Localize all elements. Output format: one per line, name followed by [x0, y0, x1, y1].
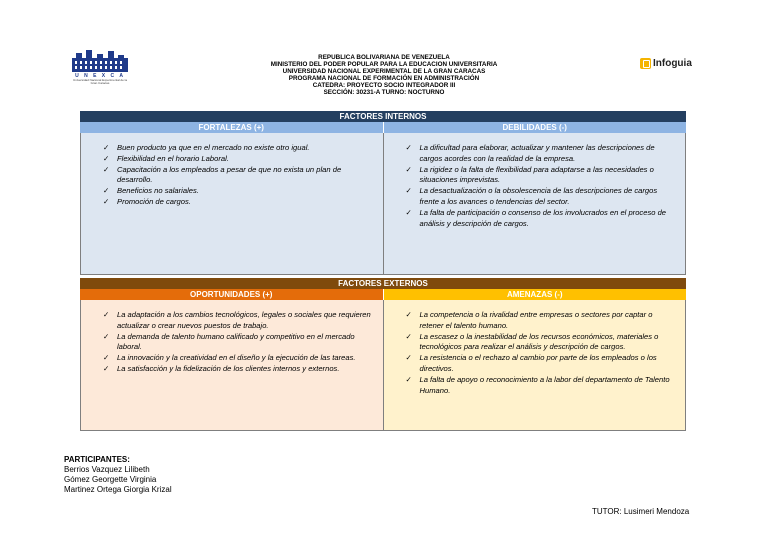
external-body-row — [80, 300, 686, 431]
logo-brand: U N E X C A — [75, 73, 125, 79]
tutor-name: TUTOR: Lusimeri Mendoza — [592, 507, 690, 516]
threats-cell — [384, 300, 686, 430]
strengths-header: FORTALEZAS (+) — [80, 122, 384, 133]
infoguia-word: Infoguia — [653, 58, 692, 69]
list-item: ✓ Beneficios no salariales. — [103, 186, 199, 196]
header-line: MINISTERIO DEL PODER POPULAR PARA LA EDUCACION UNIVERSITARIA — [270, 61, 498, 68]
list-item: ✓ La dificultad para elaborar, actualizar y mantener las descripciones de cargos acordes con la realidad de la empresa. — [405, 143, 655, 163]
list-item: ✓ La satisfacción y la fidelización de los clientes internos y externos. — [103, 363, 340, 373]
participant-name: Berrios Vazquez Lilibeth — [64, 465, 150, 474]
list-item: ✓ La rigidez o la falta de flexibilidad para adaptarse a las necesidades o situaciones imprevistas. — [405, 164, 654, 185]
header-line: REPUBLICA BOLIVARIANA DE VENEZUELA — [318, 54, 450, 61]
check-icon: ✓ — [103, 153, 110, 163]
list-item: ✓ La falta de participación o consenso de los involucrados en el proceso de análisis y descripción de cargos. — [405, 207, 667, 228]
participants-block — [64, 455, 172, 495]
list-item: ✓ La adaptación a los cambios tecnológicos, legales o sociales que requieren actualizar o crear nuevos puestos de trabajo. — [103, 310, 371, 330]
list-item: ✓ La innovación y la creatividad en el diseño y la ejecución de las tareas. — [103, 353, 356, 363]
weaknesses-list — [406, 143, 678, 229]
header-line: SECCIÓN: 30231-A TURNO: NOCTURNO — [323, 89, 445, 96]
list-item: ✓ La demanda de talento humano calificado y competitivo en el mercado laboral. — [103, 331, 355, 352]
list-item: ✓ Promoción de cargos. — [103, 196, 191, 206]
threats-list — [406, 310, 678, 396]
check-icon: ✓ — [103, 196, 110, 206]
check-icon: ✓ — [103, 186, 110, 196]
header-line: CATEDRA: PROYECTO SOCIO INTEGRADOR III — [312, 82, 456, 89]
weaknesses-cell — [384, 133, 686, 274]
strengths-list — [103, 143, 375, 208]
check-icon: ✓ — [405, 207, 412, 217]
check-icon: ✓ — [103, 353, 110, 363]
check-icon: ✓ — [405, 374, 412, 384]
participant-name: Martinez Ortega Giorgia Krizal — [64, 485, 172, 494]
check-icon: ✓ — [405, 331, 412, 341]
threats-header: AMENAZAS (-) — [384, 289, 687, 300]
header-line: PROGRAMA NACIONAL DE FORMACIÓN EN ADMINISTRACIÓN — [288, 75, 480, 82]
check-icon: ✓ — [103, 310, 110, 319]
participant-name: Gómez Georgette Virginia — [64, 475, 157, 484]
weaknesses-header: DEBILIDADES (-) — [384, 122, 687, 133]
internal-subheader-row — [80, 122, 686, 133]
list-item: ✓ La escasez o la inestabilidad de los recursos económicos, materiales o tecnológicos para realizar el análisis y descripción de cargos. — [405, 331, 659, 352]
list-item: ✓ La competencia o la rivalidad entre empresas o sectores por captar o retener el talento humano. — [405, 310, 653, 330]
check-icon: ✓ — [103, 363, 110, 373]
participants-label: PARTICIPANTES: — [64, 455, 130, 464]
opportunities-cell — [81, 300, 384, 430]
check-icon: ✓ — [405, 143, 412, 152]
list-item: ✓ La falta de apoyo o reconocimiento a la labor del departamento de Talento Humano. — [405, 374, 670, 395]
list-item: ✓ La resistencia o el rechazo al cambio por parte de los empleados o los directivos. — [405, 353, 657, 373]
list-item: ✓ Capacitación a los empleados a pesar de que no exista un plan de desarrollo. — [103, 164, 342, 185]
list-item: ✓ Buen producto ya que en el mercado no existe otro igual. — [103, 143, 310, 152]
external-subheader-row — [80, 289, 686, 300]
internal-factors-title: FACTORES INTERNOS — [80, 111, 686, 122]
external-factors-table — [80, 278, 686, 431]
strengths-cell — [81, 133, 384, 274]
check-icon: ✓ — [405, 186, 412, 196]
internal-body-row — [80, 133, 686, 275]
opportunities-list — [103, 310, 375, 375]
check-icon: ✓ — [103, 164, 110, 174]
external-factors-title: FACTORES EXTERNOS — [80, 278, 686, 289]
check-icon: ✓ — [405, 310, 412, 319]
document-header — [0, 54, 768, 96]
check-icon: ✓ — [103, 331, 110, 341]
list-item: ✓ La desactualización o la obsolescencia de las descripciones de cargos frente a los avances o tendencias del sector. — [405, 186, 658, 206]
header-line: UNIVERSIDAD NACIONAL EXPERIMENTAL DE LA GRAN CARACAS — [282, 68, 486, 75]
check-icon: ✓ — [103, 143, 110, 152]
check-icon: ✓ — [405, 164, 412, 174]
check-icon: ✓ — [405, 353, 412, 363]
list-item: ✓ Flexibilidad en el horario Laboral. — [103, 153, 229, 163]
logo-tagline: Universidad Nacional Experimental de la Gran Caracas — [72, 78, 128, 85]
internal-factors-table — [80, 111, 686, 275]
opportunities-header: OPORTUNIDADES (+) — [80, 289, 384, 300]
